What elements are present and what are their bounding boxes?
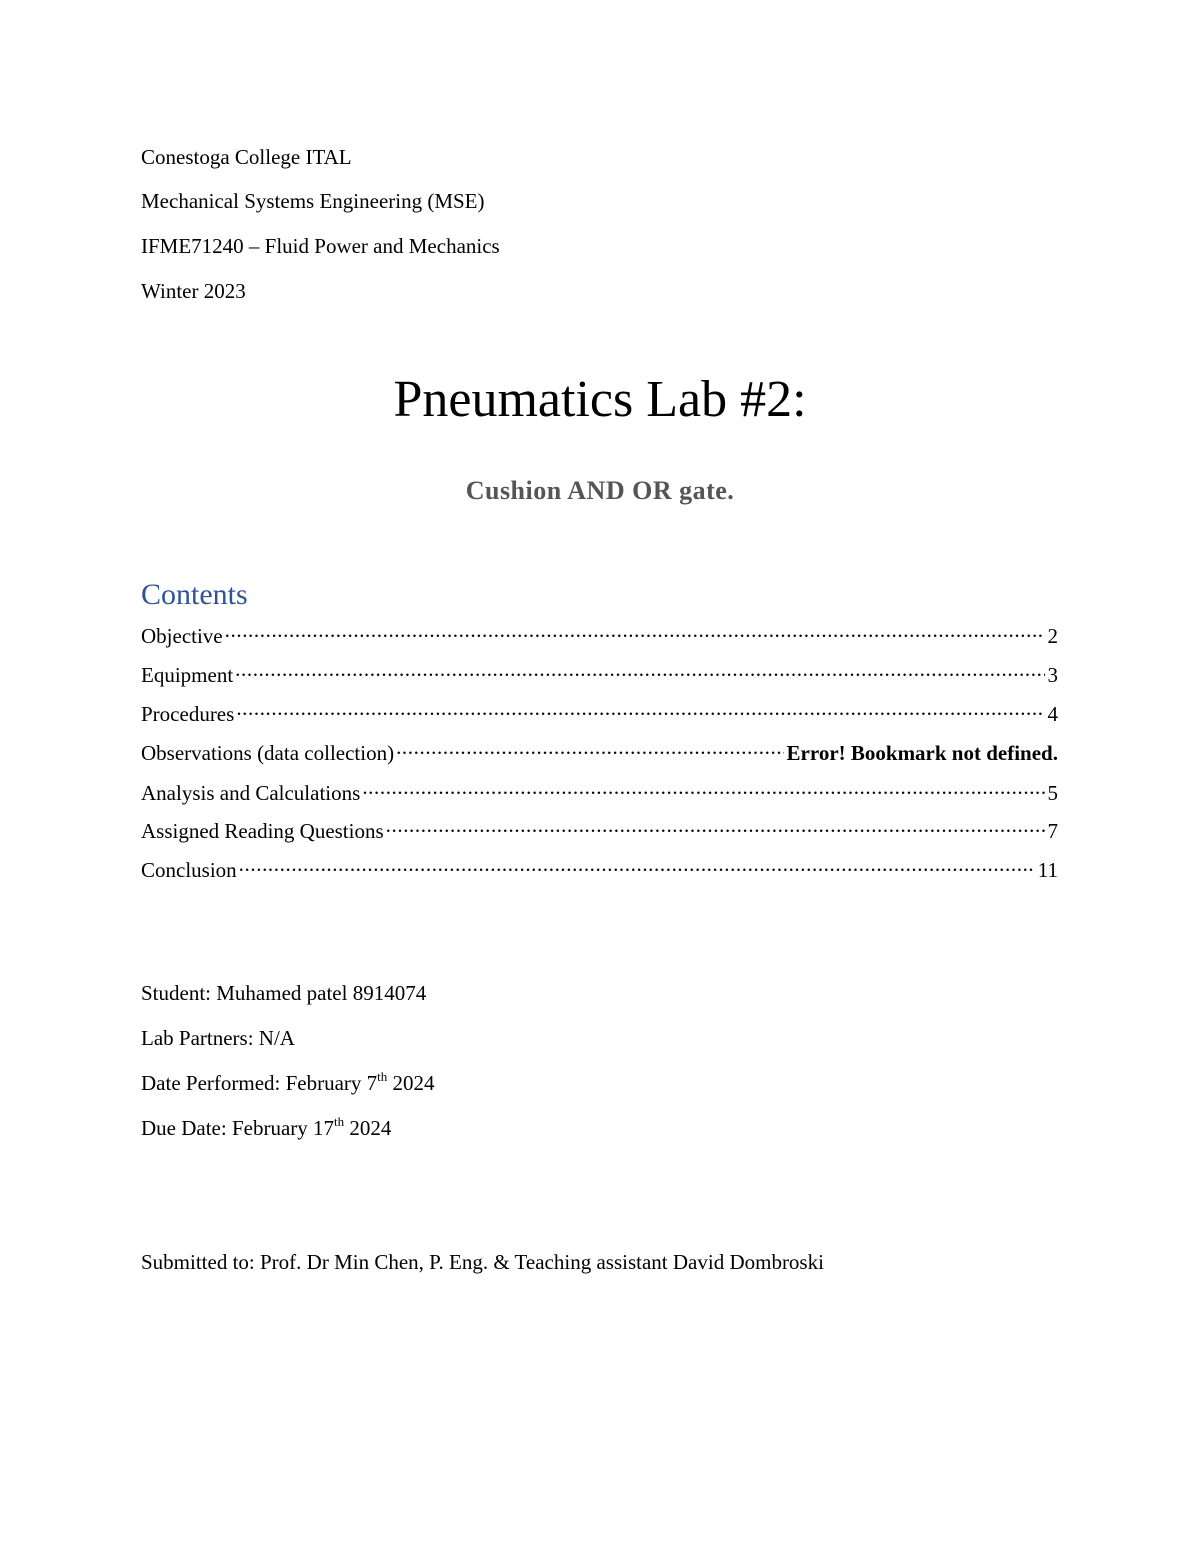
due-date-ordinal: th (334, 1114, 345, 1129)
contents-heading: Contents (141, 578, 248, 611)
toc-entry-title: Equipment (141, 663, 234, 687)
student-info: Student: Muhamed patel 8914074 (141, 981, 427, 1005)
toc-entry-title: Objective (141, 624, 223, 648)
toc-leader-dots (362, 774, 1044, 800)
toc-leader-dots (396, 734, 783, 760)
due-date-text: Due Date: February 17 (141, 1116, 335, 1140)
term: Winter 2023 (141, 279, 246, 303)
date-performed-ordinal: th (377, 1069, 388, 1084)
toc-entry-title: Assigned Reading Questions (141, 819, 384, 843)
toc-leader-dots (236, 695, 1044, 721)
toc-entry-page: 2 (1047, 624, 1058, 648)
toc-entry-procedures[interactable] (141, 695, 1058, 726)
toc-entry-page: 5 (1047, 781, 1058, 805)
toc-entry-page: 3 (1047, 663, 1058, 687)
toc-entry-observations[interactable] (141, 734, 1058, 765)
date-performed-info (141, 1070, 435, 1096)
toc-entry-reading-questions[interactable] (141, 812, 1058, 843)
toc-entry-page: 11 (1037, 858, 1058, 882)
toc-leader-dots (386, 812, 1045, 838)
institution-name: Conestoga College ITAL (141, 145, 352, 169)
date-performed-text: Date Performed: February 7 (141, 1071, 378, 1095)
lab-partners-info: Lab Partners: N/A (141, 1026, 295, 1050)
toc-leader-dots (235, 656, 1044, 682)
toc-entry-title: Procedures (141, 702, 235, 726)
toc-entry-page: 7 (1047, 819, 1058, 843)
due-date-info (141, 1115, 391, 1141)
submitted-to-info: Submitted to: Prof. Dr Min Chen, P. Eng. & Teaching assistant David Dombroski (141, 1250, 824, 1274)
date-performed-year: 2024 (387, 1071, 435, 1095)
toc-leader-dots (239, 851, 1035, 877)
toc-entry-analysis[interactable] (141, 774, 1058, 805)
document-subtitle: Cushion AND OR gate. (465, 476, 735, 505)
toc-entry-title: Conclusion (141, 858, 237, 882)
toc-entry-title: Observations (data collection) (141, 741, 395, 765)
toc-entry-title: Analysis and Calculations (141, 781, 361, 805)
toc-entry-page: 4 (1047, 702, 1058, 726)
toc-entry-equipment[interactable] (141, 656, 1058, 687)
program-name: Mechanical Systems Engineering (MSE) (141, 189, 485, 213)
toc-entry-conclusion[interactable] (141, 851, 1058, 882)
document-title: Pneumatics Lab #2: (393, 371, 807, 428)
due-date-year: 2024 (344, 1116, 392, 1140)
toc-leader-dots (225, 617, 1045, 643)
course-name: IFME71240 – Fluid Power and Mechanics (141, 234, 500, 258)
toc-entry-page-error: Error! Bookmark not defined. (786, 741, 1058, 765)
toc-entry-objective[interactable] (141, 617, 1058, 648)
